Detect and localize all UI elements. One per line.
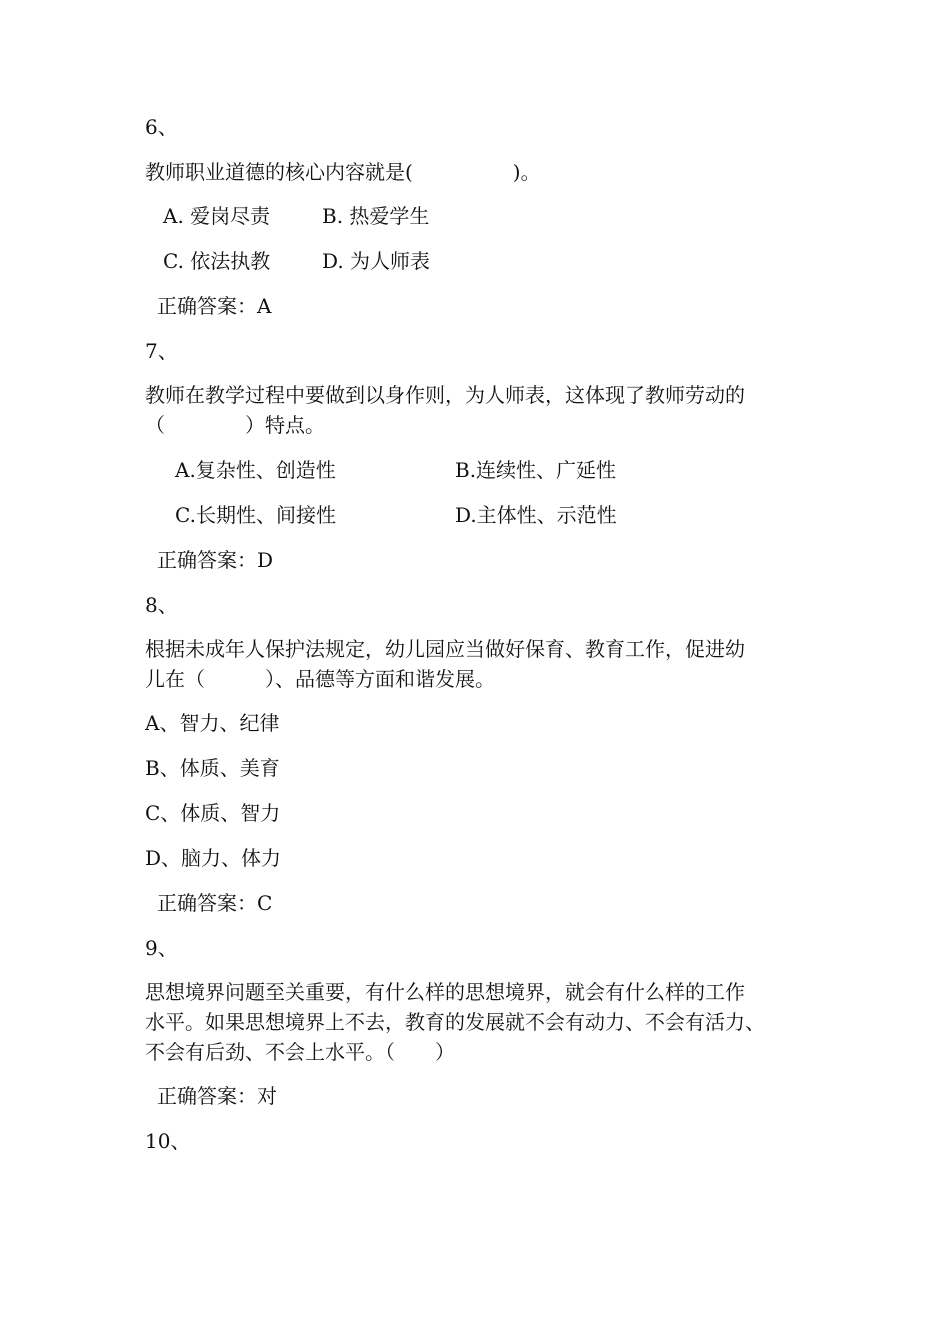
question-7-option-c: C.长期性、间接性 — [175, 503, 336, 527]
question-7-stem-line-2: （ ）特点。 — [145, 413, 325, 437]
question-7-option-b: B.连续性、广延性 — [455, 458, 617, 482]
question-7-stem-line-1: 教师在教学过程中要做到以身作则，为人师表，这体现了教师劳动的 — [145, 383, 745, 407]
question-6-number: 6、 — [145, 115, 178, 139]
question-8-number: 8、 — [145, 593, 178, 617]
question-9-stem-line-3: 不会有后劲、不会上水平。（ ） — [145, 1040, 455, 1064]
question-8-answer: 正确答案：C — [157, 891, 273, 915]
question-9-stem-line-1: 思想境界问题至关重要，有什么样的思想境界，就会有什么样的工作 — [145, 980, 745, 1004]
question-9-answer: 正确答案：对 — [157, 1084, 277, 1108]
question-6-answer: 正确答案：A — [157, 294, 272, 318]
question-9-number: 9、 — [145, 936, 178, 960]
question-7-answer: 正确答案：D — [157, 548, 274, 572]
question-6-option-d: D. 为人师表 — [322, 249, 431, 273]
question-6-option-c: C. 依法执教 — [163, 249, 271, 273]
question-10-number: 10、 — [145, 1129, 191, 1153]
question-7-option-a: A.复杂性、创造性 — [175, 458, 336, 482]
question-8-option-a: A、智力、纪律 — [145, 711, 280, 735]
question-6-option-b: B. 热爱学生 — [322, 204, 430, 228]
question-7-number: 7、 — [145, 339, 178, 363]
question-8-stem-line-1: 根据未成年人保护法规定，幼儿园应当做好保育、教育工作，促进幼 — [145, 637, 745, 661]
question-8-option-d: D、脑力、体力 — [145, 846, 282, 870]
question-6-stem: 教师职业道德的核心内容就是( )。 — [145, 160, 541, 184]
question-8-option-c: C、体质、智力 — [145, 801, 281, 825]
question-8-option-b: B、体质、美育 — [145, 756, 280, 780]
question-9-stem-line-2: 水平。如果思想境界上不去，教育的发展就不会有动力、不会有活力、 — [145, 1010, 765, 1034]
question-7-option-d: D.主体性、示范性 — [455, 503, 617, 527]
question-8-stem-line-2: 儿在（ ）、品德等方面和谐发展。 — [145, 667, 495, 691]
question-6-option-a: A. 爱岗尽责 — [163, 204, 271, 228]
